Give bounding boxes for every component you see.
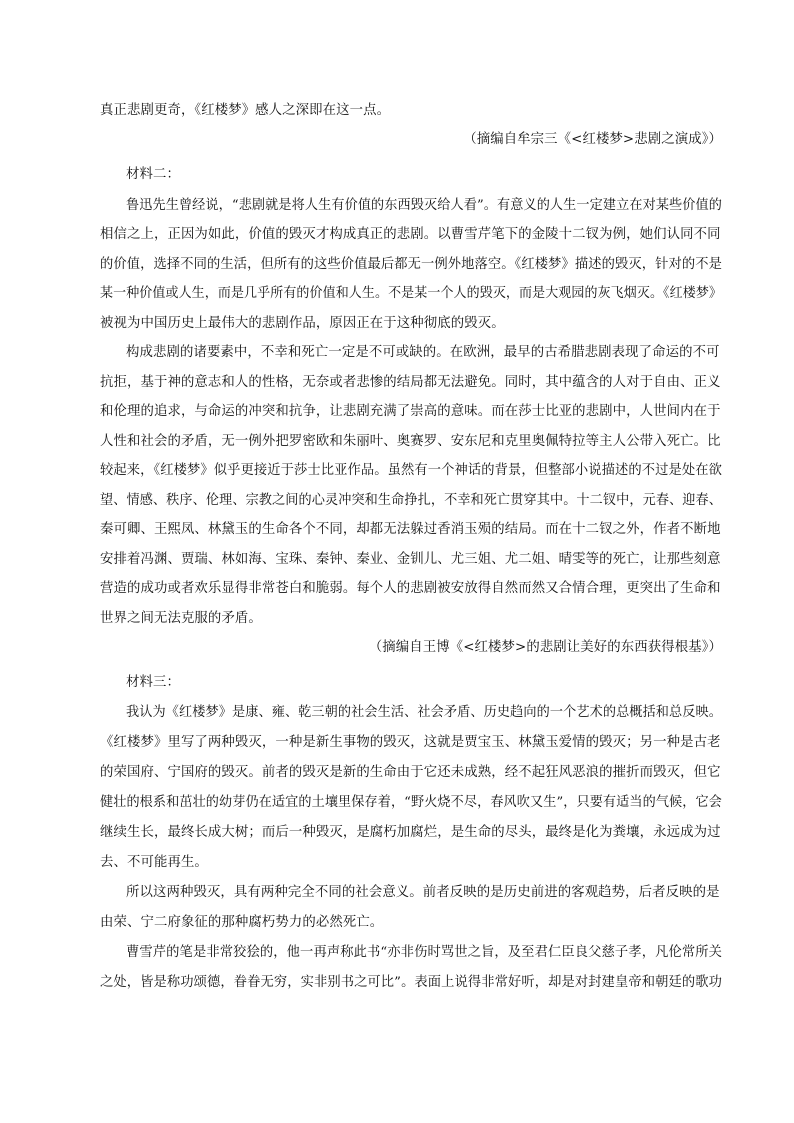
paragraph-line: 抗拒，基于神的意志和人的性格，无奈或者悲惨的结局都无法避免。同时，其中蕴含的人对于自由、正义: [100, 375, 721, 390]
paragraph-line: 某一种价值或人生，而是几乎所有的价值和人生。不是某一个人的毁灭，而是大观园的灰飞烟灭。《红楼梦》: [100, 286, 723, 301]
section-heading: 材料二：: [126, 167, 180, 182]
paragraph-line: 望、情感、秩序、伦理、宗教之间的心灵冲突和生命挣扎，不幸和死亡贯穿其中。十二钗中，元春、迎春、: [100, 493, 723, 508]
paragraph-line: 秦可卿、王熙凤、林黛玉的生命各个不同，却都无法躲过香消玉殒的结局。而在十二钗之外，作者不断地: [100, 522, 721, 537]
paragraph-line: 较起来，《红楼梦》似乎更接近于莎士比亚作品。虽然有一个神话的背景，但整部小说描述的不过是处在欲: [100, 463, 723, 478]
source-citation: （摘编自王博《<红楼梦>的悲剧让美好的东西获得根基》）: [368, 640, 722, 655]
paragraph-line: 由荣、宁二府象征的那种腐朽势力的必然死亡。: [100, 915, 384, 930]
section-heading: 材料三：: [126, 675, 180, 690]
paragraph-line: 的荣国府、宁国府的毁灭。前者的毁灭是新的生命由于它还未成熟，经不起狂风恶浪的摧折而毁灭，但它: [100, 765, 721, 780]
paragraph-line: 曹雪芹的笔是非常狡狯的，他一再声称此书“亦非伤时骂世之旨，及至君仁臣良父慈子孝，凡伦常所关: [126, 945, 723, 960]
paragraph-line: 去、不可能再生。: [100, 855, 208, 870]
paragraph-line: 之处，皆是称功颂德，眷眷无穷，实非别书之可比”。表面上说得非常好听，却是对封建皇帝和朝廷的歌功: [100, 975, 722, 990]
paragraph-line: 营造的成功或者欢乐显得非常苍白和脆弱。每个人的悲剧被安放得自然而然又合情合理，更突出了生命和: [100, 581, 721, 596]
paragraph-line: 和伦理的追求，与命运的冲突和抗争，让悲剧充满了崇高的意味。而在莎士比亚的悲剧中，人世间内在于: [100, 404, 721, 419]
paragraph-line: 继续生长，最终长成大树；而后一种毁灭，是腐朽加腐烂，是生命的尽头，最终是化为粪壤，永远成为过: [100, 825, 721, 840]
paragraph-line: 相信之上，正因为如此，价值的毁灭才构成真正的悲剧。以曹雪芹笔下的金陵十二钗为例，她们认同不同: [100, 227, 721, 242]
paragraph-line: 世界之间无法克服的矛盾。: [100, 611, 262, 626]
text-line: 真正悲剧更奇，《红楼梦》感人之深即在这一点。: [100, 103, 391, 118]
paragraph-line: 《红楼梦》里写了两种毁灭，一种是新生事物的毁灭，这就是贾宝玉、林黛玉爱情的毁灭；另一种是古老: [100, 735, 721, 750]
paragraph-line: 安排着冯渊、贾瑞、林如海、宝珠、秦钟、秦业、金钏儿、尤三姐、尤二姐、晴雯等的死亡，让那些刻意: [100, 552, 721, 567]
paragraph-line: 健壮的根系和茁壮的幼芽仍在适宜的土壤里保存着，“野火烧不尽，春风吹又生”，只要有适当的气候，它会: [100, 795, 722, 810]
paragraph-line: 的价值，选择不同的生活，但所有的这些价值最后都无一例外地落空。《红楼梦》描述的毁灭，针对的不是: [100, 257, 723, 272]
paragraph-line: 人性和社会的矛盾，无一例外把罗密欧和朱丽叶、奥赛罗、安东尼和克里奥佩特拉等主人公带入死亡。比: [100, 434, 721, 449]
paragraph-line: 鲁迅先生曾经说，“悲剧就是将人生有价值的东西毁灭给人看”。有意义的人生一定建立在对某些价值的: [126, 198, 723, 213]
paragraph-line: 所以这两种毁灭，具有两种完全不同的社会意义。前者反映的是历史前进的客观趋势，后者反映的是: [126, 885, 720, 900]
paragraph-line: 我认为《红楼梦》是康、雍、乾三朝的社会生活、社会矛盾、历史趋向的一个艺术的总概括和总反映。: [126, 705, 723, 720]
paragraph-line: 构成悲剧的诸要素中，不幸和死亡一定是不可或缺的。在欧洲，最早的古希腊悲剧表现了命运的不可: [126, 345, 720, 360]
paragraph-line: 被视为中国历史上最伟大的悲剧作品，原因正在于这种彻底的毁灭。: [100, 316, 505, 331]
source-citation: （摘编自牟宗三《<红楼梦>悲剧之演成》）: [463, 132, 722, 147]
